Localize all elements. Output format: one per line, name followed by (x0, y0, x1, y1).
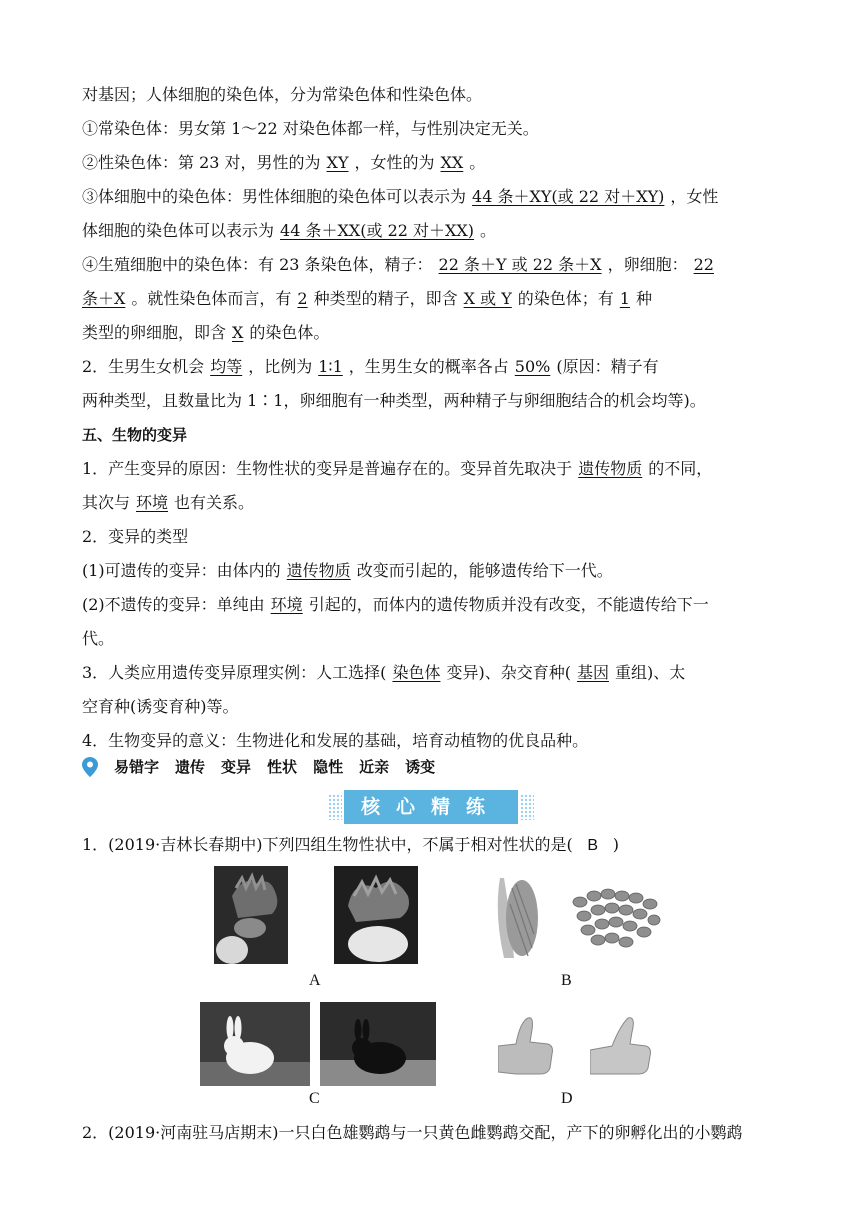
text: ④生殖细胞中的染色体：有 23 条染色体，精子： (82, 255, 433, 274)
text-body (82, 78, 782, 758)
text: ，生男生女的概率各占 (348, 357, 509, 376)
paragraph-line (82, 452, 782, 486)
dot-pattern (328, 794, 342, 820)
text: 的染色体；有 (517, 289, 614, 308)
answer-blank: 条＋X (82, 289, 126, 308)
paragraph-line: 对基因；人体细胞的染色体，分为常染色体和性染色体。 (82, 85, 483, 104)
answer-blank: 环境 (270, 595, 303, 614)
text: 的不同， (648, 459, 713, 478)
text: 的染色体。 (249, 323, 330, 342)
beans-image (568, 882, 662, 954)
answer-blank: 均等 (210, 357, 243, 376)
paragraph-line: 空育种(诱变育种)等。 (82, 697, 239, 716)
answer-blank: 22 (693, 255, 714, 274)
answer-blank: 44 条＋XX(或 22 对＋XX) (280, 221, 475, 240)
paragraph-line (82, 180, 782, 214)
text: ，卵细胞： (607, 255, 688, 274)
answer-blank: 遗传物质 (286, 561, 351, 580)
answer-blank: 50% (514, 357, 551, 376)
text: 。 (469, 153, 486, 172)
mistake-word: 性状 (267, 758, 298, 776)
text: ，女性 (670, 187, 719, 206)
option-label-d: D (561, 1090, 573, 1107)
paragraph-line (82, 316, 782, 350)
paragraph-line: 2．变异的类型 (82, 527, 189, 546)
paragraph-line: 两种类型，且数量比为 1∶1，卵细胞有一种类型，两种精子与卵细胞结合的机会均等)。 (82, 391, 706, 410)
answer-blank: X (232, 323, 244, 342)
text: 3．人类应用遗传变异原理实例：人工选择( (82, 663, 387, 682)
text: ，比例为 (248, 357, 313, 376)
corn-image (490, 874, 546, 962)
banner-title: 核心精练 (344, 790, 518, 824)
text: 重组)、太 (614, 663, 686, 682)
black-rabbit-image (320, 1002, 436, 1086)
paragraph-line (82, 214, 782, 248)
answer-blank: 染色体 (392, 663, 441, 682)
rooster-comb-image-1 (214, 866, 288, 964)
answer-blank: XY (326, 153, 349, 172)
answer-blank: X 或 Y (463, 289, 512, 308)
rooster-comb-image-2 (334, 866, 418, 964)
dot-pattern (520, 794, 534, 820)
option-label-b: B (561, 972, 572, 989)
mistake-word: 近亲 (359, 758, 390, 776)
answer-blank: 2 (297, 289, 308, 308)
text: 类型的卵细胞，即含 (82, 323, 227, 342)
paragraph-line (82, 282, 782, 316)
answer-blank: XX (440, 153, 464, 172)
question-text: 1．(2019·吉林长春期中)下列四组生物性状中，不属于相对性状的是( (82, 835, 573, 854)
text: 。就性染色体而言，有 (131, 289, 292, 308)
text: (1)可遗传的变异：由体内的 (82, 561, 281, 580)
text: 变异)、杂交育种( (446, 663, 571, 682)
text: 体细胞的染色体可以表示为 (82, 221, 275, 240)
paragraph-line: 4．生物变异的意义：生物进化和发展的基础，培育动植物的优良品种。 (82, 731, 589, 750)
option-label-a: A (309, 972, 321, 989)
paragraph-line (82, 588, 782, 622)
section-banner (328, 790, 534, 824)
text: 也有关系。 (174, 493, 255, 512)
mistake-words-row (82, 756, 435, 777)
paragraph-line (82, 146, 782, 180)
text: 2．生男生女机会 (82, 357, 205, 376)
text: 种 (635, 289, 652, 308)
text: 1．产生变异的原因：生物性状的变异是普遍存在的。变异首先取决于 (82, 459, 573, 478)
paragraph-line (82, 656, 782, 690)
answer-blank: 1∶1 (318, 357, 343, 376)
mistake-word: 变异 (221, 758, 252, 776)
mistake-word: 遗传 (175, 758, 206, 776)
thumb-up-image-1 (498, 1016, 556, 1078)
thumb-up-image-2 (590, 1016, 654, 1078)
paragraph-line: 代。 (82, 629, 115, 648)
paragraph-line (82, 248, 782, 282)
mistake-word: 隐性 (313, 758, 344, 776)
paragraph-line (82, 350, 782, 384)
answer-blank: 22 条＋Y 或 22 条＋X (438, 255, 602, 274)
paragraph-line (82, 486, 782, 520)
section-heading: 五、生物的变异 (82, 426, 188, 444)
mistake-word: 诱变 (405, 758, 436, 776)
question-1 (82, 828, 619, 863)
paragraph-line (82, 554, 782, 588)
text: ，女性的为 (354, 153, 435, 172)
text: ③体细胞中的染色体：男性体细胞的染色体可以表示为 (82, 187, 467, 206)
text: 其次与 (82, 493, 131, 512)
answer-blank: 基因 (576, 663, 609, 682)
answer-choice: B (587, 837, 599, 854)
text: ) (612, 835, 619, 854)
location-pin-icon (82, 757, 98, 777)
answer-blank: 遗传物质 (578, 459, 643, 478)
answer-blank: 环境 (136, 493, 169, 512)
text: ②性染色体：第 23 对，男性的为 (82, 153, 321, 172)
text: 改变而引起的，能够遗传给下一代。 (356, 561, 613, 580)
white-rabbit-image (200, 1002, 310, 1086)
text: 种类型的精子，即含 (313, 289, 458, 308)
text: (原因：精子有 (556, 357, 659, 376)
text: 引起的，而体内的遗传物质并没有改变，不能遗传给下一 (308, 595, 709, 614)
answer-blank: 44 条＋XY(或 22 对＋XY) (472, 187, 665, 206)
question-2: 2．(2019·河南驻马店期末)一只白色雄鹦鹉与一只黄色雌鹦鹉交配，产下的卵孵化出的小鹦鹉 (82, 1123, 743, 1142)
answer-blank: 1 (619, 289, 630, 308)
text: 。 (480, 221, 497, 240)
paragraph-line: ①常染色体：男女第 1～22 对染色体都一样，与性别决定无关。 (82, 119, 539, 138)
mistakes-title: 易错字 (114, 758, 160, 776)
option-label-c: C (309, 1090, 320, 1107)
text: (2)不遗传的变异：单纯由 (82, 595, 265, 614)
